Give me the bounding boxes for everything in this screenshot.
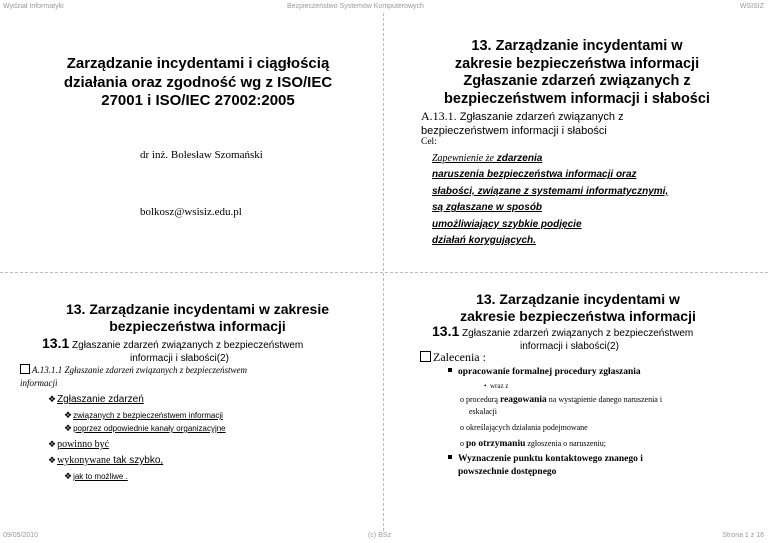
slide4-item-text: opracowanie formalnej procedury zgłaszania xyxy=(458,367,641,377)
slide4-recommendations-text: Zalecenia : xyxy=(433,350,486,364)
slide1-title xyxy=(18,55,378,111)
slide2-goal-line: naruszenia bezpieczeństwa informacji oraz xyxy=(432,169,637,181)
slide3-list xyxy=(20,364,370,483)
header-center: Bezpieczeństwo Systemów Komputerowych xyxy=(287,3,424,10)
slide3-title-line: 13. Zarządzanie incydentami w zakresie xyxy=(65,301,329,317)
slide4-recommendations-label xyxy=(420,350,486,365)
list-item xyxy=(448,394,748,406)
list-item xyxy=(20,438,370,451)
list-item xyxy=(20,364,370,377)
slide2-title-line: Zgłaszanie zdarzeń związanych z xyxy=(463,73,691,89)
circle-bullet-icon: o xyxy=(460,439,466,448)
list-item xyxy=(448,453,748,466)
slide3-item-text: tak szybko, xyxy=(110,455,164,466)
list-item xyxy=(448,380,748,392)
checkbox-bullet-icon xyxy=(420,351,431,362)
diamond-bullet-icon: ❖ xyxy=(48,455,57,465)
slide4-item-text: wraz z xyxy=(489,382,509,390)
slide2-title xyxy=(392,38,762,108)
list-item-continuation: eskalacji xyxy=(469,407,497,416)
slide4-subtitle xyxy=(432,325,752,353)
slide3-item-text: A.13.1.1 Zgłaszanie zdarzeń związanych z bezpieczeństwem xyxy=(32,365,247,375)
circle-bullet-icon: o xyxy=(460,395,466,404)
list-item-continuation: informacji xyxy=(20,378,58,388)
diamond-bullet-icon: ❖ xyxy=(48,394,57,404)
slide2-subtitle-text: Zgłaszanie zdarzeń związanych z xyxy=(456,111,624,123)
circle-bullet-icon: o xyxy=(460,423,466,432)
slide2-goal-line: słabości, związane z systemami informatycznymi, xyxy=(432,185,669,197)
slide2-subtitle-text-2: bezpieczeństwem informacji i słabości xyxy=(421,125,607,137)
slide1-title-line: Zarządzanie incydentami i ciągłością xyxy=(66,55,330,72)
slide3-item-text: związanych z bezpieczeństwem informacji xyxy=(73,411,223,420)
slide3-subtitle-text: Zgłaszanie zdarzeń związanych z bezpieczeństwem xyxy=(69,340,304,351)
slide2-title-line: bezpieczeństwem informacji i słabości xyxy=(444,90,710,107)
slide3-item-text: Zgłaszanie zdarzeń xyxy=(57,394,144,405)
diamond-bullet-icon: ❖ xyxy=(48,439,57,449)
slide2-goal-line: zdarzenia xyxy=(493,153,543,164)
slide3-item-text: jak to możliwe . xyxy=(73,472,128,481)
square-bullet-icon xyxy=(448,455,452,459)
slide2-goal-line: działań korygujących. xyxy=(432,235,536,247)
header-left: Wydział Informatyki xyxy=(3,3,64,10)
slide4-item-text: po otrzymaniu xyxy=(466,439,526,449)
list-item xyxy=(20,454,370,467)
slide4-title xyxy=(398,291,758,325)
diamond-bullet-icon: ❖ xyxy=(64,423,73,433)
list-item xyxy=(20,470,370,483)
checkbox-bullet-icon xyxy=(20,364,30,374)
slide4-item-text: określających działania podejmowane xyxy=(466,423,588,432)
slide4-item-text: na wystąpienie danego naruszenia i xyxy=(546,395,663,404)
slide4-item-text: procedurą xyxy=(466,395,500,404)
slide3-title-line: bezpieczeństwa informacji xyxy=(109,318,286,334)
footer-date: 09/05/2010 xyxy=(3,532,39,539)
list-item xyxy=(448,366,748,379)
slide4-list xyxy=(448,366,748,479)
slide4-item-text: Wyznaczenie punktu kontaktowego znanego i xyxy=(458,454,643,464)
slide4-subtitle-number: 13.1 xyxy=(432,323,460,339)
slide2-goal-line: są zgłaszane w sposób xyxy=(432,202,543,214)
slide1-email: bolkosz@wsisiz.edu.pl xyxy=(140,206,242,218)
slide3-subtitle-number: 13.1 xyxy=(42,335,70,351)
horizontal-divider xyxy=(0,272,768,273)
diamond-bullet-icon: ❖ xyxy=(64,471,73,481)
slide2-subtitle-number: A.13.1. xyxy=(421,109,457,123)
slide4-subtitle-text-2: informacji i słabości(2) xyxy=(520,341,619,352)
slide4-title-line: zakresie bezpieczeństwa informacji xyxy=(460,308,696,324)
footer-center: (c) BSz xyxy=(368,532,391,539)
slide2-goal-text xyxy=(432,151,732,249)
slide2-goal-line: Zapewnienie że xyxy=(432,153,494,164)
slide3-item-text: wykonywane xyxy=(57,455,111,466)
list-item xyxy=(20,409,370,422)
slide2-title-line: 13. Zarządzanie incydentami w xyxy=(471,38,683,54)
header-right: WSISIZ xyxy=(739,3,764,10)
slide2-subtitle xyxy=(421,109,741,138)
slide4-item-text: reagowania xyxy=(499,395,547,405)
footer-page: Strona 1 z 16 xyxy=(722,532,764,539)
slide2-title-line: zakresie bezpieczeństwa informacji xyxy=(454,55,700,72)
slide4-title-line: 13. Zarządzanie incydentami w xyxy=(476,291,680,307)
list-item xyxy=(20,393,370,406)
slide3-item-text: powinno być xyxy=(57,439,110,450)
slide3-title xyxy=(20,301,375,335)
square-bullet-icon xyxy=(448,368,452,372)
slide1-author: dr inż. Bolesław Szomański xyxy=(140,149,263,161)
slide1-title-line: 27001 i ISO/IEC 27002:2005 xyxy=(101,92,295,109)
slide3-subtitle-text-2: informacji i słabości(2) xyxy=(130,353,229,364)
list-item xyxy=(448,438,748,450)
slide4-item-text: zgłoszenia o naruszeniu; xyxy=(525,439,607,448)
list-item-continuation: powszechnie dostępnego xyxy=(458,467,557,477)
list-item xyxy=(448,422,748,433)
dot-bullet-icon: • xyxy=(484,382,490,390)
slide4-subtitle-text: Zgłaszanie zdarzeń związanych z bezpieczeństwem xyxy=(459,328,694,339)
slide1-title-line: działania oraz zgodność wg z ISO/IEC xyxy=(63,73,333,91)
list-item xyxy=(20,422,370,435)
slide2-goal-line: umożliwiający szybkie podjęcie xyxy=(432,218,582,230)
slide2-goal-label: Cel: xyxy=(421,137,437,147)
slide3-subtitle xyxy=(42,337,372,365)
diamond-bullet-icon: ❖ xyxy=(64,410,73,420)
slide3-item-text: poprzez odpowiednie kanały organizacyjne xyxy=(73,424,226,433)
